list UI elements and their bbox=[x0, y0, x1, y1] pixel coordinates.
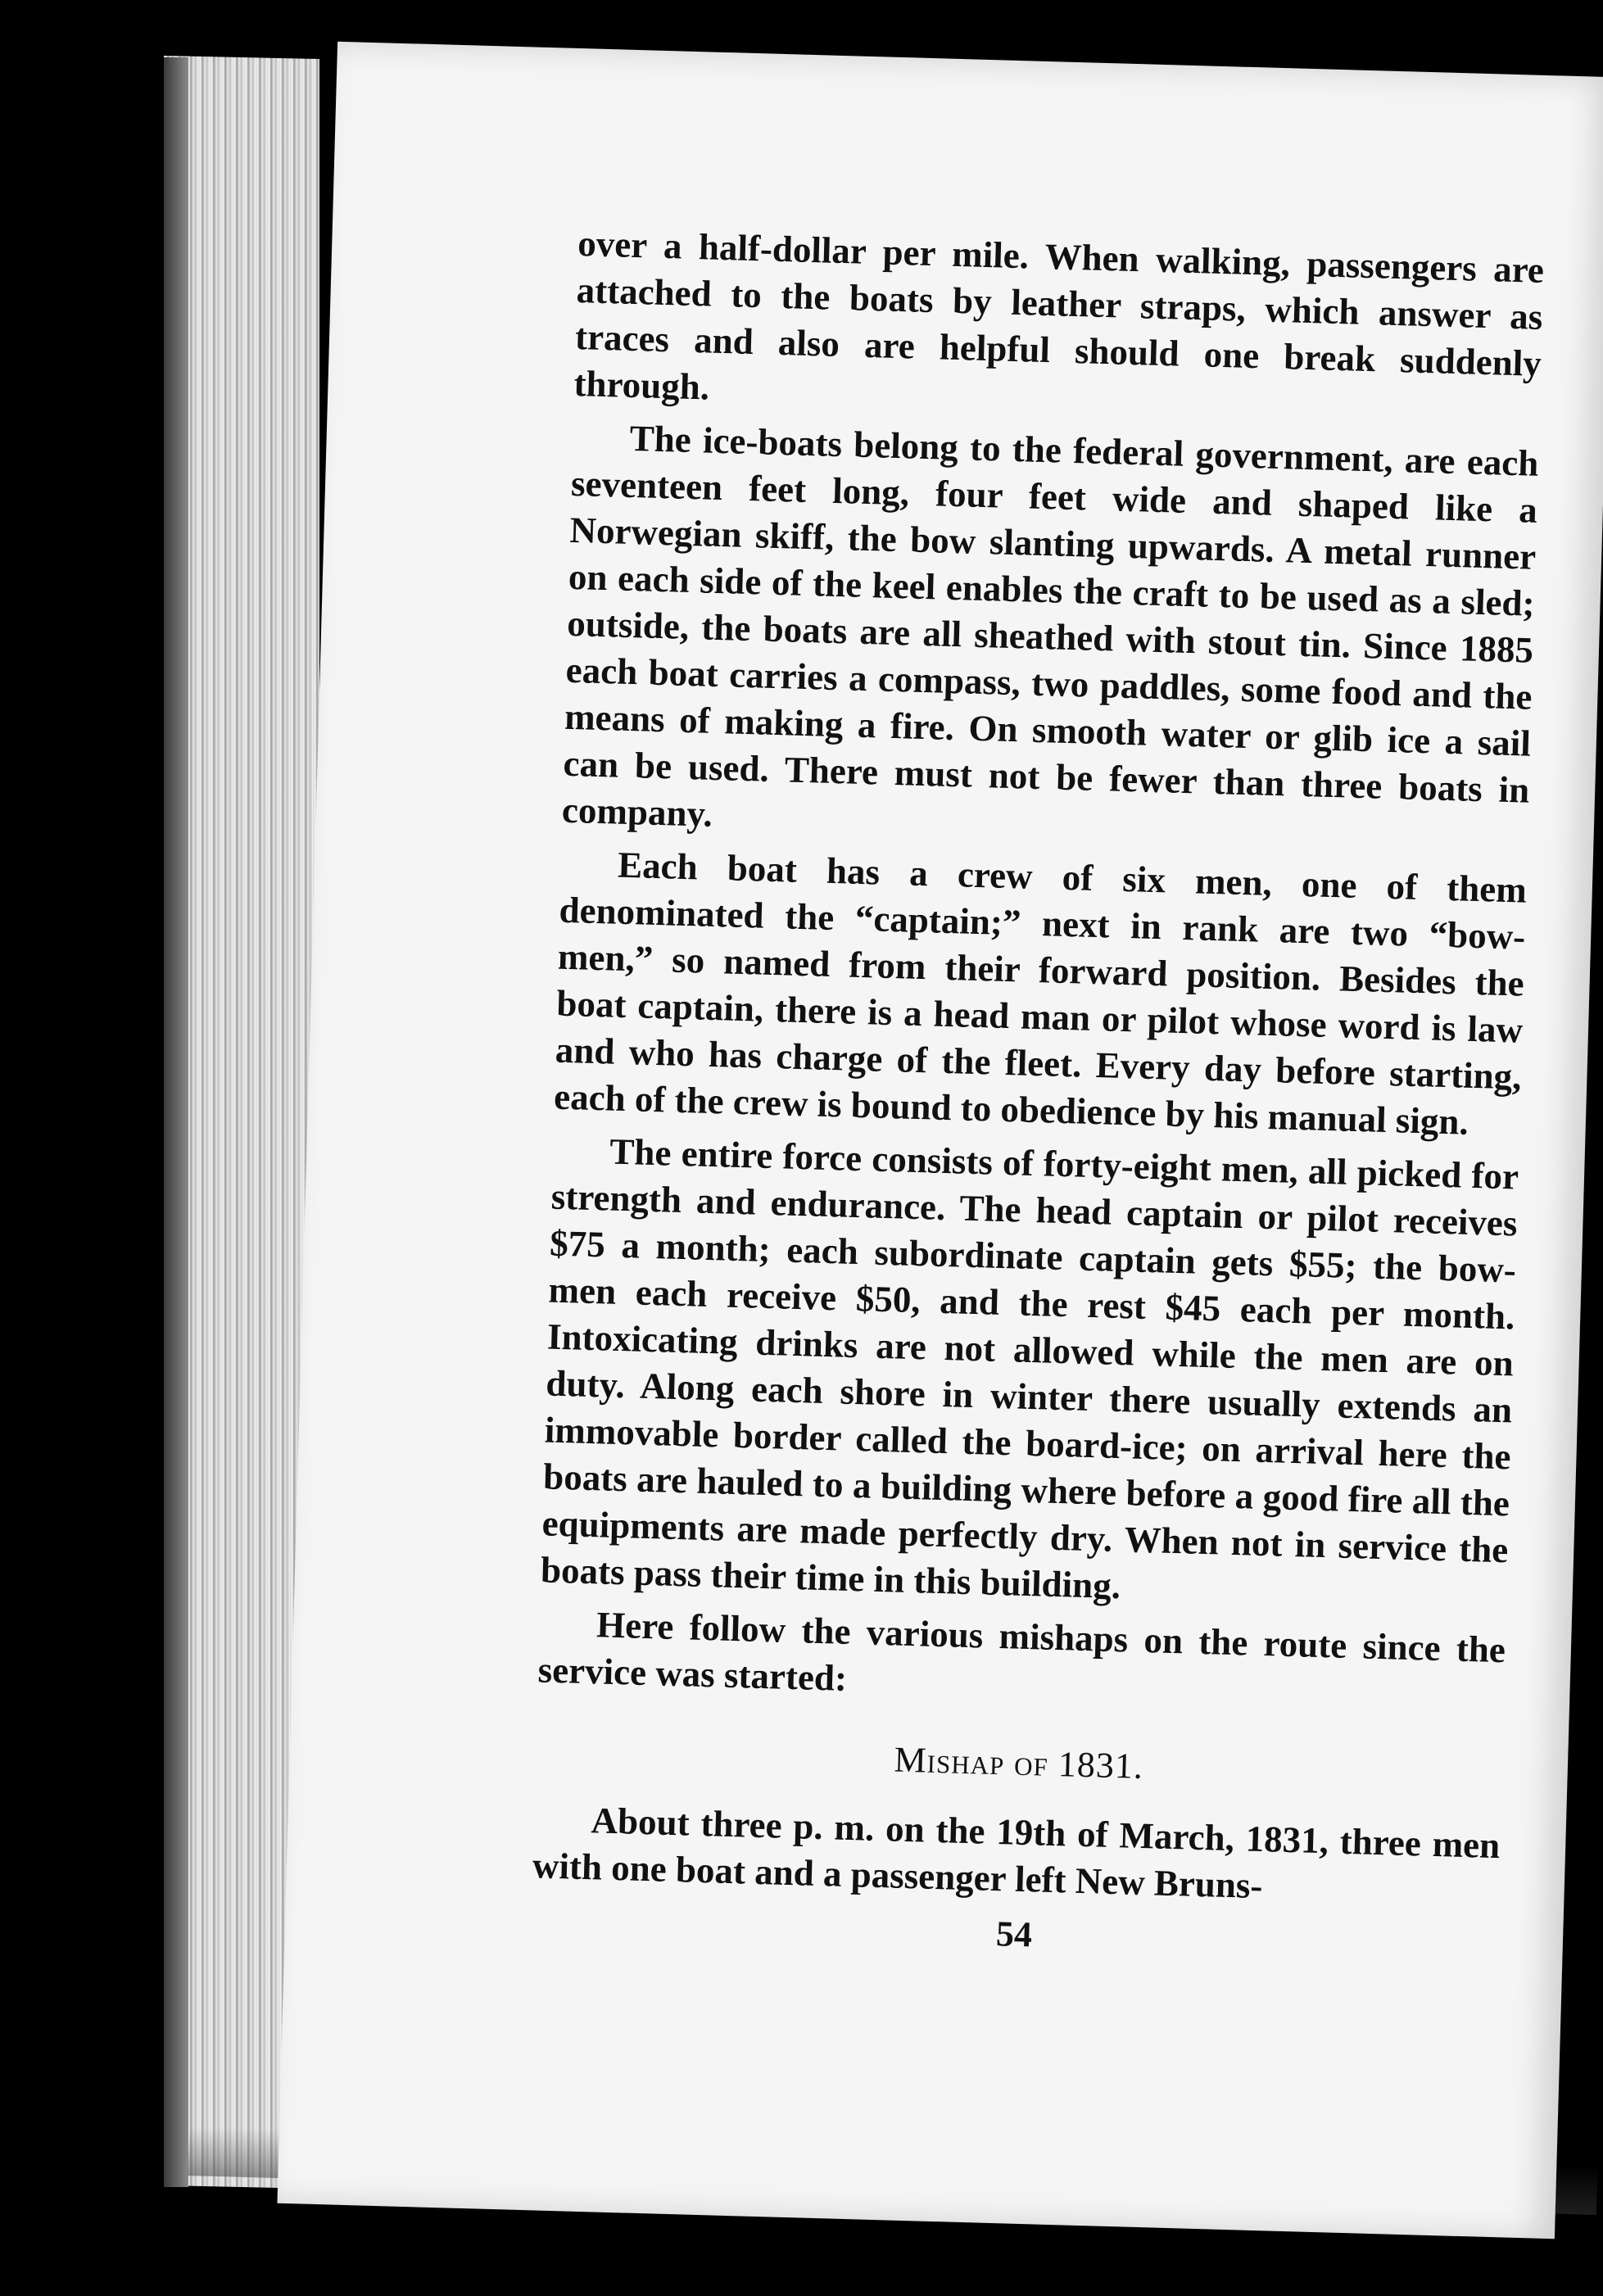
paragraph-6: About three p. m. on the 19th of March, 1831, three men with one boat and a passenger left New Bruns- bbox=[532, 1800, 1501, 1907]
book-spine-shadow bbox=[164, 57, 188, 2187]
book-page bbox=[277, 42, 1603, 2239]
paragraph-4: The entire force consists of forty-eight men, all picked for strength and endurance. The head captain or pilot receives $75 a month; each subordinate captain gets $55; the bow-men each receive $50, and the rest $45 each per month. Intoxicating drinks are not allowed while the men are on duty. Along each shore in winter there usually extends an immovable border called the board-ice; on arrival here the boats are hauled to a building where before a good fire all the equipments are made perfectly dry. When not in service the boats pass their time in this building. bbox=[540, 1130, 1519, 1607]
page-number: 54 bbox=[995, 1913, 1033, 1955]
paragraph-5: Here follow the various mishaps on the route since the service was started: bbox=[537, 1604, 1506, 1699]
page-text-block bbox=[530, 220, 1544, 1971]
paragraph-1: over a half-dollar per mile. When walking, passengers are attached to the boats by leather straps, which answer as traces and also are helpful should one break suddenly through. bbox=[573, 223, 1545, 408]
section-heading: Mishap of 1831. bbox=[894, 1739, 1144, 1787]
paragraph-2: The ice-boats belong to the federal government, are each seventeen feet long, four feet wide and shaped like a Norwegian skiff, the bow slanting upwards. A metal runner on each side of the keel enables the craft to be used as a sled; outside, the boats are all sheathed with stout tin. Since 1885 each boat carries a compass, two paddles, some food and the means of making a fire. On smooth water or glib ice a sail can be used. There must not be fewer than three boats in company. bbox=[561, 417, 1540, 835]
paragraph-3: Each boat has a crew of six men, one of them denominated the “captain;” next in rank are two “bow-men,” so named from their forward position. Besides the boat captain, there is a head man or pilot whose word is law and who has charge of the fleet. Every day before starting, each of the crew is bound to obedience by his manual sign. bbox=[553, 844, 1528, 1143]
